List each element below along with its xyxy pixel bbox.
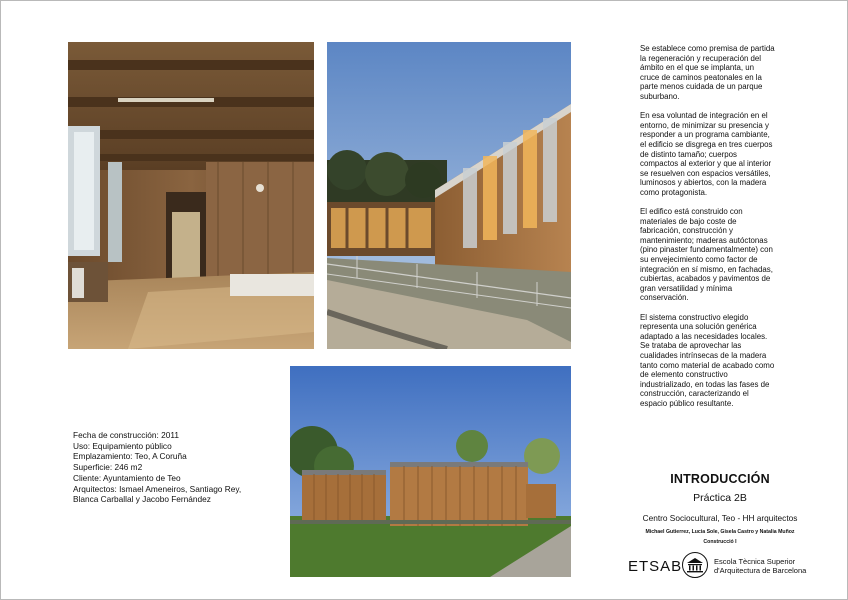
paragraph-1: Se establece como premisa de partida la regeneración y recuperación del ámbito en el que se implanta, un cruce de caminos peatonales en la parte menos cuidada de un parque suburbano. xyxy=(640,44,775,101)
construction-date: Fecha de construcción: 2011 xyxy=(73,430,179,440)
exterior-pavilions-photo xyxy=(290,366,571,577)
interior-room-photo xyxy=(68,42,314,349)
project-info xyxy=(73,430,273,505)
surface: Superficie: 246 m2 xyxy=(73,462,143,473)
project-name: Centro Sociocultural, Teo - HH arquitectos xyxy=(642,513,798,523)
description-text xyxy=(640,44,775,418)
seal-icon xyxy=(682,552,708,578)
logo-wordmark: ETSAB xyxy=(628,558,683,575)
etsab-logo xyxy=(628,552,828,582)
school-name-line1: Escola Tècnica Superior xyxy=(714,557,796,566)
page-title: INTRODUCCIÓN xyxy=(670,472,770,486)
paragraph-2: En esa voluntad de integración en el entorno, de minimizar su presencia y responder a un programa cambiante, el edificio se disgrega en tres cuerpos de distinto tamaño; cuerpos compactos al exterior y que al interior se resuelven con espacios versátiles, luminosos y abiertos, con la madera como protagonista. xyxy=(640,111,773,197)
client: Cliente: Ayuntamiento de Teo xyxy=(73,472,181,483)
architects: Arquitectos: Ismael Ameneiros, Santiago Rey, Blanca Carballal y Jacobo Fernández xyxy=(73,483,242,505)
subject: Construcció I xyxy=(703,539,737,545)
use: Uso: Equipamiento público xyxy=(73,440,172,451)
paragraph-4: El sistema constructivo elegido representa una solución genérica adaptado a las necesidades locales. Se trataba de aprovechar las cualidades intrínsecas de la madera tanto como material de acabado como de elemento constructivo industrializado, en todas las fases de construcción, caracterizando el espacio público resultante. xyxy=(640,312,775,408)
school-name xyxy=(714,558,806,575)
school-name-line2: d'Arquitectura de Barcelona xyxy=(714,565,807,575)
ramp-walkway-photo xyxy=(327,42,571,349)
practice-subtitle: Práctica 2B xyxy=(693,492,747,504)
title-block xyxy=(620,472,820,545)
paragraph-3: El edifico está construido con materiales de bajo coste de fabricación, construcción y mantenimiento; maderas autóctonas (pino pinaster fundamentalmente) con su envejecimiento como factor de integración en sí mismo, en fachadas, cubiertas, acabados y pavimentos de gran versatilidad y mínima conservación. xyxy=(640,207,773,303)
location: Emplazamiento: Teo, A Coruña xyxy=(73,451,187,462)
authors: Michael Gutierrez, Lucia Sole, Gisela Castro y Natalia Muñoz xyxy=(645,529,795,535)
